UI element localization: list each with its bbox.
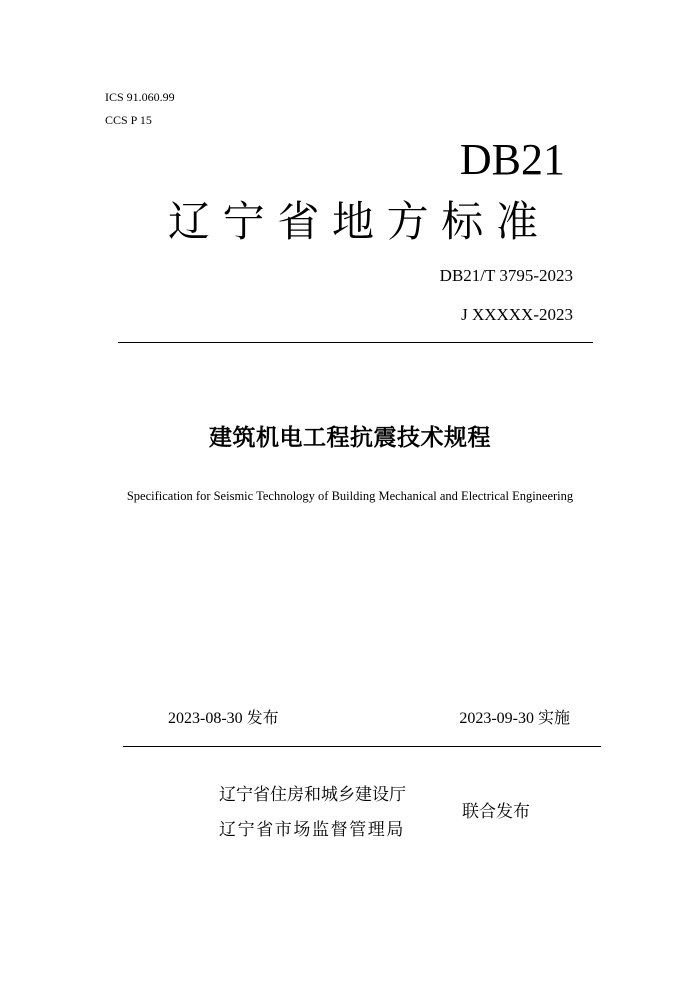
standard-code: DB21 <box>459 135 565 184</box>
j-record-number: J XXXXX-2023 <box>461 305 573 324</box>
standard-type-char: 方 <box>386 197 429 246</box>
issuer-housing-department: 辽宁省住房和城乡建设厅 <box>219 785 406 805</box>
document-title-chinese: 建筑机电工程抗震技术规程 <box>209 425 491 451</box>
standard-type-char: 省 <box>277 197 320 246</box>
standard-number: DB21/T 3795-2023 <box>439 266 573 285</box>
ccs-code: CCS P 15 <box>105 113 152 127</box>
standard-type-char: 地 <box>331 197 374 246</box>
bottom-divider <box>123 746 601 747</box>
document-title-english: Specification for Seismic Technology of Building Mechanical and Electrical Engineering <box>126 489 574 503</box>
standard-type-char: 宁 <box>222 197 265 246</box>
joint-issue-label: 联合发布 <box>462 802 530 822</box>
standard-type-heading <box>168 194 538 250</box>
top-divider <box>118 342 593 343</box>
standard-type-char: 标 <box>441 197 484 246</box>
standard-type-char: 辽 <box>168 197 211 246</box>
implementation-date: 2023-09-30 实施 <box>459 710 570 727</box>
issuer-market-regulation: 辽宁省市场监督管理局 <box>219 820 405 840</box>
issue-date: 2023-08-30 发布 <box>168 710 279 727</box>
standard-type-char: 准 <box>495 197 538 246</box>
ics-code: ICS 91.060.99 <box>105 90 175 104</box>
